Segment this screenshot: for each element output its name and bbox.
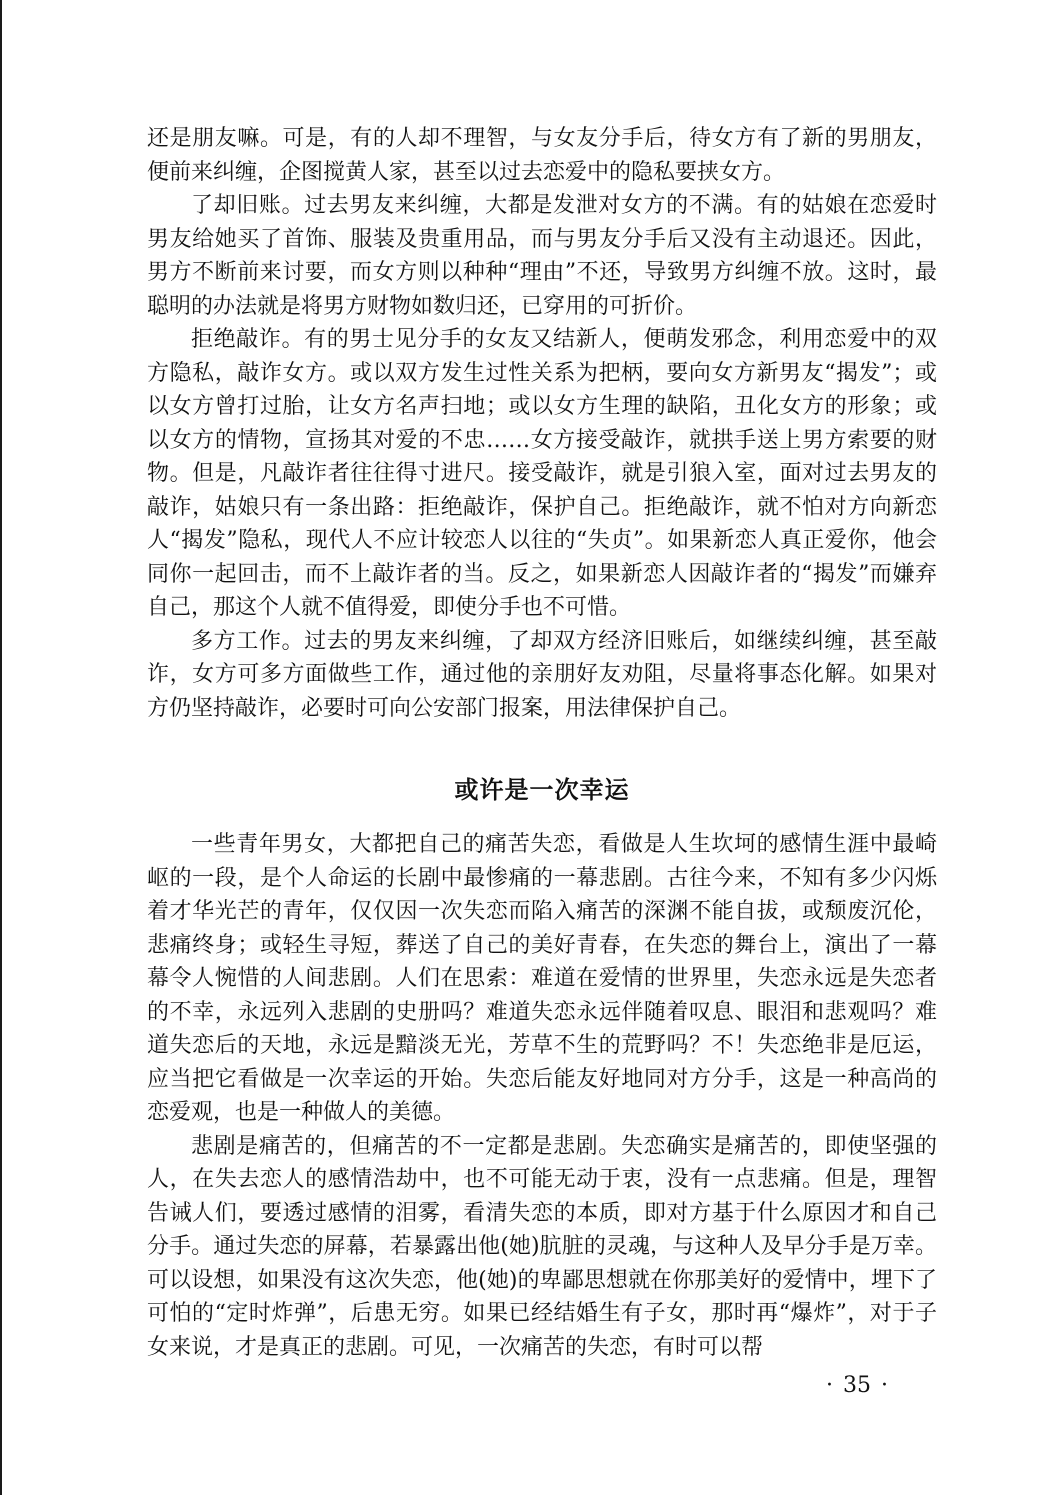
paragraph-intro: 一些青年男女，大都把自己的痛苦失恋，看做是人生坎坷的感情生涯中最崎岖的一段，是个人命运的长剧中最惨痛的一幕悲剧。古往今来，不知有多少闪烁着才华光芒的青年，仅仅因一次失恋而陷入痛苦的深渊不能自拔，或颓废沉伦，悲痛终身；或轻生寻短，葬送了自己的美好青春，在失恋的舞台上，演出了一幕幕令人惋惜的人间悲剧。人们在思索：难道在爱情的世界里，失恋永远是失恋者的不幸，永远列入悲剧的史册吗？难道失恋永远伴随着叹息、眼泪和悲观吗？难道失恋后的天地，永远是黯淡无光，芳草不生的荒野吗？不！失恋绝非是厄运，应当把它看做是一次幸运的开始。失恋后能友好地同对方分手，这是一种高尚的恋爱观，也是一种做人的美德。 [147,832,937,1125]
paragraph-tragedy: 悲剧是痛苦的，但痛苦的不一定都是悲剧。失恋确实是痛苦的，即使坚强的人，在失去恋人的感情浩劫中，也不可能无动于衷，没有一点悲痛。但是，理智告诫人们，要透过感情的泪雾，看清失恋的本质，即对方基于什么原因才和自己分手。通过失恋的屏幕，若暴露出他(她)肮脏的灵魂，与这种人及早分手是万幸。可以设想，如果没有这次失恋，他(她)的卑鄙思想就在你那美好的爱情中，埋下了可怕的“定时炸弹”，后患无穷。如果已经结婚生有子女，那时再“爆炸”，对于子女来说，才是真正的悲剧。可见，一次痛苦的失恋，有时可以帮 [147,1133,937,1360]
text-block-bottom [147,828,937,1364]
paragraph-refuse-blackmail: 拒绝敲诈。有的男士见分手的女友又结新人，便萌发邪念，利用恋爱中的双方隐私，敲诈女方。或以双方发生过性关系为把柄，要向女方新男友“揭发”；或以女方曾打过胎，让女方名声扫地；或以女方生理的缺陷，丑化女方的形象；或以女方的情物，宣扬其对爱的不忠……女方接受敲诈，就拱手送上男方索要的财物。但是，凡敲诈者往往得寸进尺。接受敲诈，就是引狼入室，面对过去男友的敲诈，姑娘只有一条出路：拒绝敲诈，保护自己。拒绝敲诈，就不怕对方向新恋人“揭发”隐私，现代人不应计较恋人以往的“失贞”。如果新恋人真正爱你，他会同你一起回击，而不上敲诈者的当。反之，如果新恋人因敲诈者的“揭发”而嫌弃自己，那这个人就不值得爱，即使分手也不可惜。 [147,327,937,620]
page-number [802,1373,912,1398]
text-block-top [147,122,937,725]
page-number-dot-right: · [881,1373,888,1398]
paragraph-continuation: 还是朋友嘛。可是，有的人却不理智，与女友分手后，待女方有了新的男朋友，便前来纠缠，企图搅黄人家，甚至以过去恋爱中的隐私要挟女方。 [147,126,937,185]
page-number-value: 35 [843,1373,871,1398]
section-title: 或许是一次幸运 [454,776,630,804]
paragraph-multiple-efforts: 多方工作。过去的男友来纠缠，了却双方经济旧账后，如继续纠缠，甚至敲诈，女方可多方面做些工作，通过他的亲朋好友劝阻，尽量将事态化解。如果对方仍坚持敲诈，必要时可向公安部门报案，用法律保护自己。 [147,628,937,721]
paragraph-settle-accounts: 了却旧账。过去男友来纠缠，大都是发泄对女方的不满。有的姑娘在恋爱时男友给她买了首饰、服装及贵重用品，而与男友分手后又没有主动退还。因此，男方不断前来讨要，而女方则以种种“理由”不还，导致男方纠缠不放。这时，最聪明的办法就是将男方财物如数归还，已穿用的可折价。 [147,193,937,319]
page-number-dot-left: · [826,1373,833,1398]
